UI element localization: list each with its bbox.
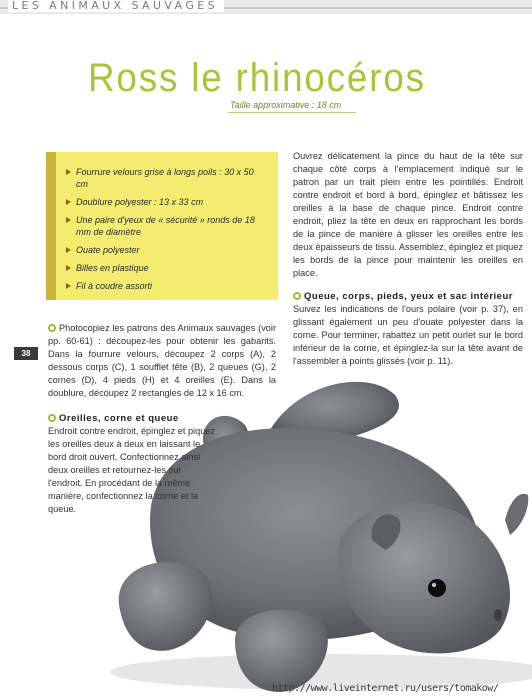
materials-item: Billes en plastique bbox=[66, 262, 268, 274]
circle-bullet-icon bbox=[48, 414, 56, 422]
page-number: 38 bbox=[14, 347, 38, 360]
oreilles-heading: Oreilles, corne et queue bbox=[48, 412, 216, 425]
materials-item: Fourrure velours grise à longs poils : 30 x 50 cm bbox=[66, 166, 268, 190]
plush-eye bbox=[428, 579, 446, 597]
page-title: Ross le rhinocéros bbox=[88, 56, 426, 100]
right-paragraph: Ouvrez délicatement la pince du haut de la tête sur chaque côté corps à l'emplacement indiqué sur le patron par un trait plein entre les pointillés. Endroit contre endroit et bord à bord, épinglez et bâtissez les oreilles à la base de chaque pince. Endroit contre endroit, pliez la tête en deux en rapprochant les bords de la pince de manière à glisser les oreilles entre les deux épaisseurs de tissu. Assemblez, épinglez et piquez les bords de la pince pour maintenir les oreilles en place. bbox=[293, 151, 523, 278]
watermark: http://www.liveinternet.ru/users/tomakow/ bbox=[272, 683, 499, 694]
plush-horn bbox=[505, 494, 528, 535]
queue-text: Suivez les indications de l'ours polaire (voir p. 37), en glissant également un peu d'ouate polyester dans la corne. Pour terminer, rabattez un petit ourlet sur le bord inférieur de la corne, et épinglez-la sur la tête avant de l'assembler à points glissés (voir p. 11). bbox=[293, 304, 523, 366]
oreilles-text: Endroit contre endroit, épinglez et piquez les oreilles deux à deux en laissant le bord droit ouvert. Confectionnez ainsi deux oreilles et retournez-les sur l'endroit. En procédant de la même manière, confectionnez la corne et la queue. bbox=[48, 426, 216, 514]
section-header: LES ANIMAUX SAUVAGES bbox=[8, 0, 224, 12]
materials-item: Fil à coudre assorti bbox=[66, 280, 268, 292]
queue-heading: Queue, corps, pieds, yeux et sac intérieur bbox=[293, 290, 523, 303]
plush-eye-highlight bbox=[432, 583, 436, 587]
plush-nostril bbox=[494, 609, 502, 621]
intro-paragraph: Photocopiez les patrons des Animaux sauvages (voir pp. 60-61) : découpez-les pour obtenir les gabarits. Dans la fourrure velours, découpez 2 corps (A), 2 dessous corps (C), 1 soufflet tête (B), 2 queues (G), 2 cornes (D), 4 pieds (H) et 4 oreilles (E). Dans la doublure, découpez 2 rectangles de 12 x 16 cm. bbox=[48, 323, 276, 398]
plush-foot-left bbox=[119, 562, 213, 651]
materials-item: Ouate polyester bbox=[66, 244, 268, 256]
oreilles-section bbox=[48, 412, 216, 516]
materials-item: Une paire d'yeux de « sécurité » ronds de 18 mm de diamètre bbox=[66, 214, 268, 238]
size-note: Taille approximative : 18 cm bbox=[230, 100, 342, 110]
materials-item: Doublure polyester : 13 x 33 cm bbox=[66, 196, 268, 208]
